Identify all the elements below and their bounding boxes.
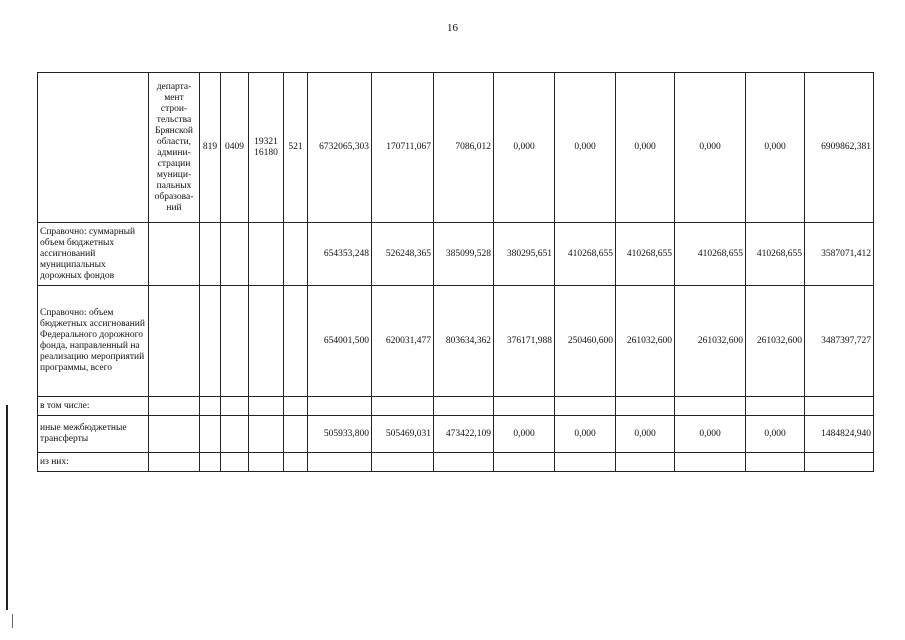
value-cell: 170711,067 (372, 73, 434, 223)
value-cell (675, 397, 746, 416)
total-cell: 3587071,412 (805, 223, 874, 286)
value-cell: 410268,655 (616, 223, 675, 286)
value-cell (308, 453, 372, 472)
value-cell: 0,000 (675, 73, 746, 223)
table-row (38, 73, 874, 223)
total-cell (805, 453, 874, 472)
value-cell (675, 453, 746, 472)
value-cell: 0,000 (616, 416, 675, 453)
vr-cell (284, 223, 308, 286)
value-cell: 250460,600 (555, 286, 616, 397)
value-cell (372, 397, 434, 416)
row-name-cell: в том числе: (38, 397, 149, 416)
row-name-cell: Справочно: суммарный объем бюджетных ассигнований муниципальных дорожных фондов (38, 223, 149, 286)
rzpr-cell: 0409 (221, 73, 249, 223)
value-cell (434, 397, 494, 416)
table-row (38, 286, 874, 397)
margin-rule-mark (12, 614, 13, 628)
value-cell: 7086,012 (434, 73, 494, 223)
executor-cell (149, 223, 200, 286)
value-cell (434, 453, 494, 472)
executor-cell (149, 397, 200, 416)
value-cell (494, 453, 555, 472)
executor-cell (149, 416, 200, 453)
value-cell: 0,000 (675, 416, 746, 453)
value-cell: 0,000 (746, 416, 805, 453)
value-cell (746, 397, 805, 416)
value-cell: 0,000 (746, 73, 805, 223)
grbs-cell (200, 397, 221, 416)
table-row (38, 416, 874, 453)
rzpr-cell (221, 397, 249, 416)
rzpr-cell (221, 286, 249, 397)
vr-cell (284, 397, 308, 416)
executor-cell (149, 286, 200, 397)
value-cell: 654001,500 (308, 286, 372, 397)
csr-cell (249, 223, 284, 286)
row-name-cell: из них: (38, 453, 149, 472)
value-cell (494, 397, 555, 416)
grbs-cell: 819 (200, 73, 221, 223)
total-cell (805, 397, 874, 416)
value-cell (372, 453, 434, 472)
value-cell: 0,000 (616, 73, 675, 223)
value-cell: 261032,600 (616, 286, 675, 397)
total-cell: 1484824,940 (805, 416, 874, 453)
rzpr-cell (221, 453, 249, 472)
value-cell: 0,000 (555, 73, 616, 223)
grbs-cell (200, 416, 221, 453)
vr-cell: 521 (284, 73, 308, 223)
vr-cell (284, 286, 308, 397)
grbs-cell (200, 453, 221, 472)
row-name-cell (38, 73, 149, 223)
grbs-cell (200, 286, 221, 397)
value-cell (555, 397, 616, 416)
executor-cell: департа-мент строи-тельства Брянской области, админи-страции муници-пальных образова-ний (149, 73, 200, 223)
value-cell: 654353,248 (308, 223, 372, 286)
value-cell (616, 397, 675, 416)
vr-cell (284, 453, 308, 472)
table-row (38, 223, 874, 286)
value-cell: 505933,800 (308, 416, 372, 453)
value-cell: 526248,365 (372, 223, 434, 286)
csr-cell (249, 286, 284, 397)
csr-cell (249, 416, 284, 453)
value-cell: 410268,655 (746, 223, 805, 286)
vr-cell (284, 416, 308, 453)
table-row (38, 453, 874, 472)
value-cell (616, 453, 675, 472)
value-cell: 803634,362 (434, 286, 494, 397)
value-cell: 410268,655 (675, 223, 746, 286)
value-cell: 620031,477 (372, 286, 434, 397)
rzpr-cell (221, 223, 249, 286)
csr-cell: 19321 16180 (249, 73, 284, 223)
value-cell: 380295,651 (494, 223, 555, 286)
executor-cell (149, 453, 200, 472)
rzpr-cell (221, 416, 249, 453)
table-row (38, 397, 874, 416)
value-cell: 473422,109 (434, 416, 494, 453)
value-cell (308, 397, 372, 416)
value-cell: 376171,988 (494, 286, 555, 397)
grbs-cell (200, 223, 221, 286)
margin-rule (6, 405, 8, 610)
csr-cell (249, 453, 284, 472)
row-name-cell: иные межбюджетные трансферты (38, 416, 149, 453)
value-cell: 261032,600 (675, 286, 746, 397)
value-cell: 6732065,303 (308, 73, 372, 223)
value-cell: 261032,600 (746, 286, 805, 397)
budget-table (37, 72, 874, 472)
value-cell: 0,000 (494, 416, 555, 453)
total-cell: 6909862,381 (805, 73, 874, 223)
total-cell: 3487397,727 (805, 286, 874, 397)
value-cell: 385099,528 (434, 223, 494, 286)
value-cell: 410268,655 (555, 223, 616, 286)
csr-cell (249, 397, 284, 416)
value-cell: 0,000 (494, 73, 555, 223)
row-name-cell: Справочно: объем бюджетных ассигнований Федерального дорожного фонда, направленный на реализацию мероприятий программы, всего (38, 286, 149, 397)
value-cell (746, 453, 805, 472)
value-cell: 0,000 (555, 416, 616, 453)
page-number: 16 (447, 22, 458, 34)
value-cell (555, 453, 616, 472)
value-cell: 505469,031 (372, 416, 434, 453)
